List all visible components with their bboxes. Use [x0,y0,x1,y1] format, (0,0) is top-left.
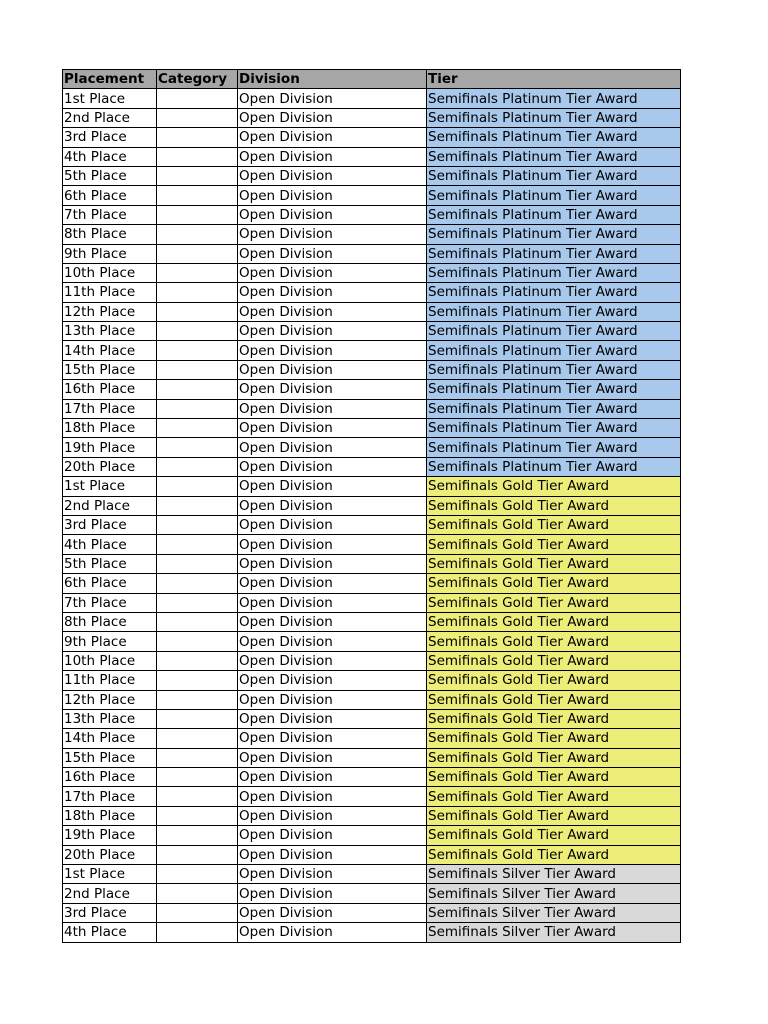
placement-cell: 3rd Place [63,128,157,147]
placement-cell: 7th Place [63,205,157,224]
category-cell [157,225,238,244]
table-row [63,263,681,282]
tier-cell: Semifinals Gold Tier Award [427,787,681,806]
division-cell: Open Division [238,574,427,593]
category-cell [157,147,238,166]
tier-cell: Semifinals Gold Tier Award [427,574,681,593]
tier-cell: Semifinals Gold Tier Award [427,593,681,612]
placement-cell: 4th Place [63,535,157,554]
table-row [63,903,681,922]
table-row [63,380,681,399]
division-cell: Open Division [238,419,427,438]
tier-cell: Semifinals Silver Tier Award [427,923,681,942]
category-cell [157,205,238,224]
table-row [63,205,681,224]
placement-cell: 9th Place [63,632,157,651]
category-cell [157,612,238,631]
table-row [63,690,681,709]
division-cell: Open Division [238,225,427,244]
table-row [63,826,681,845]
placement-cell: 17th Place [63,787,157,806]
table-row [63,128,681,147]
placement-cell: 3rd Place [63,515,157,534]
table-body [63,89,681,942]
table-row [63,651,681,670]
table-row [63,671,681,690]
tier-cell: Semifinals Platinum Tier Award [427,302,681,321]
division-cell: Open Division [238,903,427,922]
tier-cell: Semifinals Silver Tier Award [427,884,681,903]
division-cell: Open Division [238,128,427,147]
table-row [63,341,681,360]
placement-cell: 14th Place [63,341,157,360]
tier-cell: Semifinals Platinum Tier Award [427,205,681,224]
placement-cell: 10th Place [63,651,157,670]
division-cell: Open Division [238,380,427,399]
tier-cell: Semifinals Gold Tier Award [427,554,681,573]
category-cell [157,108,238,127]
table-row [63,89,681,108]
tier-cell: Semifinals Platinum Tier Award [427,263,681,282]
header-division: Division [238,70,427,89]
table-row [63,419,681,438]
division-cell: Open Division [238,923,427,942]
table-row [63,360,681,379]
category-cell [157,884,238,903]
tier-cell: Semifinals Platinum Tier Award [427,380,681,399]
table-row [63,748,681,767]
category-cell [157,806,238,825]
category-cell [157,283,238,302]
division-cell: Open Division [238,496,427,515]
table-row [63,147,681,166]
placement-cell: 16th Place [63,380,157,399]
placement-cell: 12th Place [63,690,157,709]
division-cell: Open Division [238,457,427,476]
tier-cell: Semifinals Silver Tier Award [427,865,681,884]
placement-cell: 3rd Place [63,903,157,922]
division-cell: Open Division [238,768,427,787]
category-cell [157,380,238,399]
category-cell [157,574,238,593]
placement-cell: 1st Place [63,865,157,884]
tier-cell: Semifinals Platinum Tier Award [427,419,681,438]
table-row [63,244,681,263]
placement-cell: 18th Place [63,806,157,825]
category-cell [157,322,238,341]
placement-cell: 20th Place [63,845,157,864]
header-tier: Tier [427,70,681,89]
tier-cell: Semifinals Gold Tier Award [427,748,681,767]
placement-cell: 4th Place [63,147,157,166]
tier-cell: Semifinals Platinum Tier Award [427,341,681,360]
division-cell: Open Division [238,302,427,321]
tier-cell: Semifinals Gold Tier Award [427,806,681,825]
division-cell: Open Division [238,845,427,864]
division-cell: Open Division [238,263,427,282]
tier-cell: Semifinals Gold Tier Award [427,845,681,864]
category-cell [157,865,238,884]
category-cell [157,128,238,147]
tier-cell: Semifinals Platinum Tier Award [427,244,681,263]
table-row [63,515,681,534]
table-row [63,884,681,903]
tier-cell: Semifinals Gold Tier Award [427,632,681,651]
category-cell [157,923,238,942]
table-row [63,632,681,651]
table-row [63,923,681,942]
category-cell [157,477,238,496]
tier-cell: Semifinals Platinum Tier Award [427,322,681,341]
placement-cell: 11th Place [63,671,157,690]
category-cell [157,535,238,554]
division-cell: Open Division [238,826,427,845]
category-cell [157,903,238,922]
table-row [63,535,681,554]
placement-cell: 1st Place [63,89,157,108]
table-row [63,574,681,593]
category-cell [157,632,238,651]
placement-cell: 6th Place [63,574,157,593]
tier-cell: Semifinals Gold Tier Award [427,671,681,690]
placement-cell: 2nd Place [63,884,157,903]
division-cell: Open Division [238,438,427,457]
category-cell [157,593,238,612]
header-row [63,70,681,89]
division-cell: Open Division [238,515,427,534]
placement-cell: 6th Place [63,186,157,205]
category-cell [157,360,238,379]
division-cell: Open Division [238,477,427,496]
category-cell [157,244,238,263]
division-cell: Open Division [238,535,427,554]
placement-cell: 18th Place [63,419,157,438]
placement-cell: 2nd Place [63,496,157,515]
placement-cell: 17th Place [63,399,157,418]
placement-cell: 2nd Place [63,108,157,127]
category-cell [157,515,238,534]
division-cell: Open Division [238,651,427,670]
table-row [63,477,681,496]
category-cell [157,845,238,864]
division-cell: Open Division [238,748,427,767]
category-cell [157,166,238,185]
category-cell [157,419,238,438]
placement-cell: 13th Place [63,709,157,728]
division-cell: Open Division [238,787,427,806]
division-cell: Open Division [238,884,427,903]
division-cell: Open Division [238,399,427,418]
placement-cell: 16th Place [63,768,157,787]
table-row [63,438,681,457]
awards-table [62,69,681,943]
category-cell [157,438,238,457]
table-row [63,593,681,612]
tier-cell: Semifinals Platinum Tier Award [427,166,681,185]
tier-cell: Semifinals Platinum Tier Award [427,108,681,127]
category-cell [157,89,238,108]
placement-cell: 15th Place [63,748,157,767]
placement-cell: 11th Place [63,283,157,302]
header-category: Category [157,70,238,89]
placement-cell: 5th Place [63,554,157,573]
category-cell [157,709,238,728]
tier-cell: Semifinals Platinum Tier Award [427,89,681,108]
placement-cell: 10th Place [63,263,157,282]
division-cell: Open Division [238,166,427,185]
header-placement: Placement [63,70,157,89]
division-cell: Open Division [238,865,427,884]
category-cell [157,554,238,573]
division-cell: Open Division [238,147,427,166]
category-cell [157,729,238,748]
tier-cell: Semifinals Platinum Tier Award [427,128,681,147]
division-cell: Open Division [238,341,427,360]
table-row [63,729,681,748]
division-cell: Open Division [238,709,427,728]
placement-cell: 13th Place [63,322,157,341]
placement-cell: 20th Place [63,457,157,476]
table-row [63,108,681,127]
table-row [63,806,681,825]
category-cell [157,457,238,476]
division-cell: Open Division [238,671,427,690]
placement-cell: 14th Place [63,729,157,748]
tier-cell: Semifinals Gold Tier Award [427,477,681,496]
tier-cell: Semifinals Gold Tier Award [427,768,681,787]
category-cell [157,302,238,321]
category-cell [157,826,238,845]
tier-cell: Semifinals Platinum Tier Award [427,360,681,379]
division-cell: Open Division [238,729,427,748]
category-cell [157,768,238,787]
placement-cell: 12th Place [63,302,157,321]
category-cell [157,787,238,806]
table-row [63,457,681,476]
division-cell: Open Division [238,806,427,825]
table-row [63,768,681,787]
tier-cell: Semifinals Gold Tier Award [427,651,681,670]
table-row [63,845,681,864]
table-row [63,612,681,631]
table-row [63,865,681,884]
table-row [63,225,681,244]
division-cell: Open Division [238,632,427,651]
tier-cell: Semifinals Platinum Tier Award [427,147,681,166]
tier-cell: Semifinals Gold Tier Award [427,826,681,845]
division-cell: Open Division [238,283,427,302]
category-cell [157,186,238,205]
category-cell [157,651,238,670]
placement-cell: 8th Place [63,612,157,631]
tier-cell: Semifinals Gold Tier Award [427,729,681,748]
placement-cell: 15th Place [63,360,157,379]
division-cell: Open Division [238,205,427,224]
placement-cell: 7th Place [63,593,157,612]
division-cell: Open Division [238,690,427,709]
tier-cell: Semifinals Platinum Tier Award [427,438,681,457]
placement-cell: 9th Place [63,244,157,263]
tier-cell: Semifinals Gold Tier Award [427,612,681,631]
table-row [63,283,681,302]
division-cell: Open Division [238,186,427,205]
tier-cell: Semifinals Silver Tier Award [427,903,681,922]
tier-cell: Semifinals Gold Tier Award [427,709,681,728]
table-row [63,302,681,321]
tier-cell: Semifinals Gold Tier Award [427,515,681,534]
table-row [63,709,681,728]
category-cell [157,341,238,360]
placement-cell: 19th Place [63,438,157,457]
placement-cell: 5th Place [63,166,157,185]
category-cell [157,690,238,709]
division-cell: Open Division [238,89,427,108]
tier-cell: Semifinals Platinum Tier Award [427,225,681,244]
table-row [63,554,681,573]
placement-cell: 4th Place [63,923,157,942]
category-cell [157,399,238,418]
table-row [63,399,681,418]
tier-cell: Semifinals Platinum Tier Award [427,186,681,205]
tier-cell: Semifinals Platinum Tier Award [427,399,681,418]
division-cell: Open Division [238,244,427,263]
category-cell [157,748,238,767]
division-cell: Open Division [238,612,427,631]
tier-cell: Semifinals Platinum Tier Award [427,457,681,476]
division-cell: Open Division [238,554,427,573]
tier-cell: Semifinals Gold Tier Award [427,535,681,554]
placement-cell: 1st Place [63,477,157,496]
table-row [63,186,681,205]
placement-cell: 8th Place [63,225,157,244]
table-row [63,787,681,806]
tier-cell: Semifinals Platinum Tier Award [427,283,681,302]
table-row [63,496,681,515]
table-row [63,166,681,185]
category-cell [157,496,238,515]
division-cell: Open Division [238,108,427,127]
division-cell: Open Division [238,322,427,341]
table-row [63,322,681,341]
category-cell [157,263,238,282]
placement-cell: 19th Place [63,826,157,845]
tier-cell: Semifinals Gold Tier Award [427,496,681,515]
category-cell [157,671,238,690]
division-cell: Open Division [238,360,427,379]
tier-cell: Semifinals Gold Tier Award [427,690,681,709]
division-cell: Open Division [238,593,427,612]
